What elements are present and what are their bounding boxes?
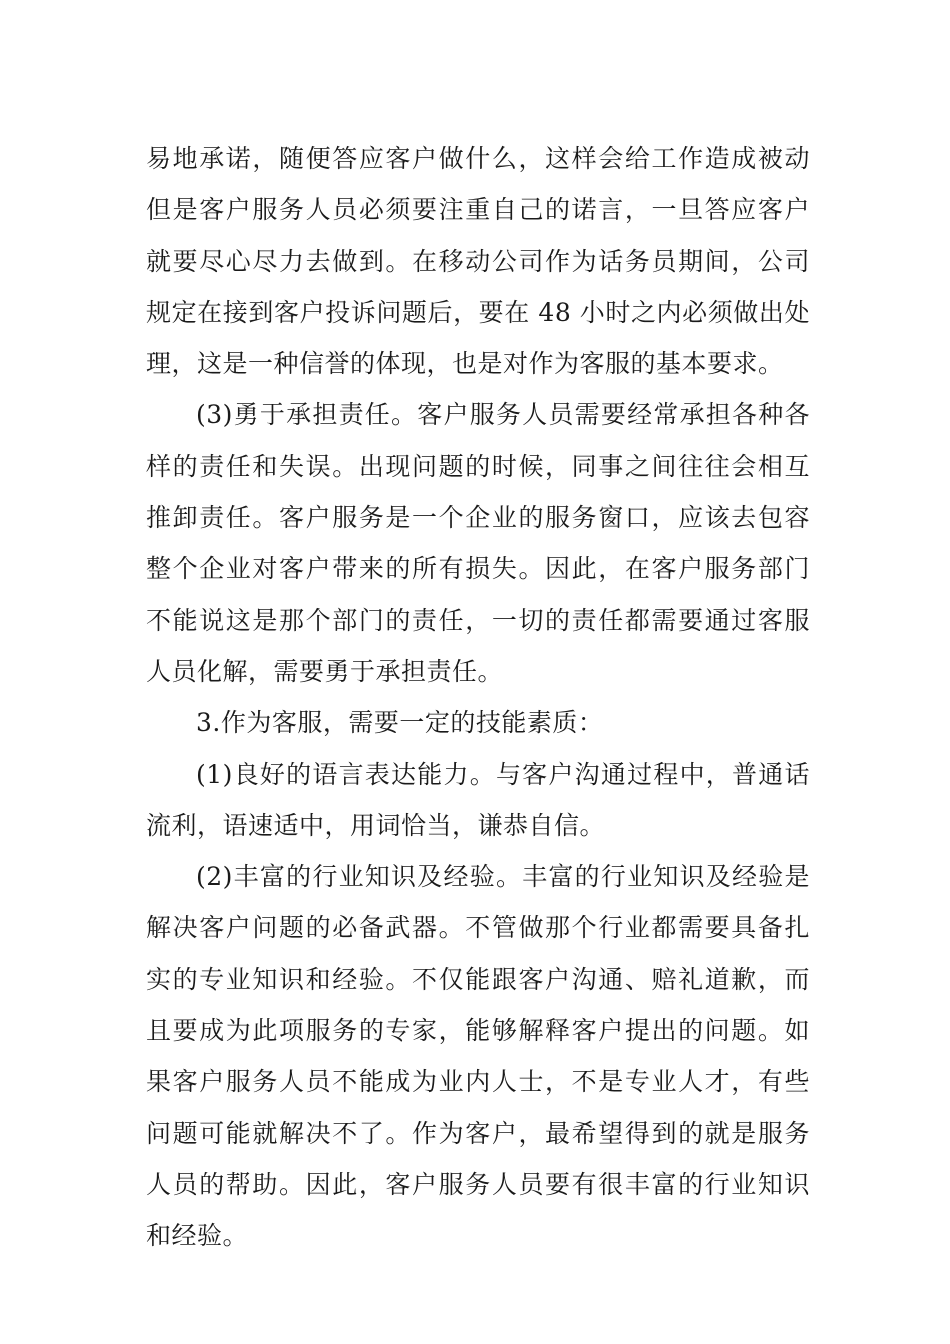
text-line: 推卸责任。客户服务是一个企业的服务窗口，应该去包容 [146, 503, 810, 533]
text-line: 人员化解，需要勇于承担责任。 [146, 656, 504, 686]
text-line: (3)勇于承担责任。客户服务人员需要经常承担各种各 [196, 400, 810, 430]
text-line: 不能说这是那个部门的责任，一切的责任都需要通过客服 [146, 605, 810, 635]
text-line: 且要成为此项服务的专家，能够解释客户提出的问题。如 [146, 1016, 810, 1046]
text-line: 就要尽心尽力去做到。在移动公司作为话务员期间，公司 [146, 246, 810, 276]
text-line: 样的责任和失误。出现问题的时候，同事之间往往会相互 [146, 451, 810, 481]
text-line: 果客户服务人员不能成为业内人士，不是专业人才，有些 [146, 1067, 810, 1097]
text-line: 解决客户问题的必备武器。不管做那个行业都需要具备扎 [146, 913, 810, 943]
text-line: 3.作为客服，需要一定的技能素质： [196, 708, 604, 738]
text-line: 易地承诺，随便答应客户做什么，这样会给工作造成被动 [146, 144, 810, 173]
text-line: 人员的帮助。因此，客户服务人员要有很丰富的行业知识 [146, 1169, 810, 1199]
text-line: (1)良好的语言表达能力。与客户沟通过程中，普通话 [196, 759, 810, 789]
document-body [146, 133, 810, 1262]
text-line: 和经验。 [146, 1221, 249, 1251]
text-line: (2)丰富的行业知识及经验。丰富的行业知识及经验是 [196, 862, 810, 892]
text-line: 问题可能就解决不了。作为客户，最希望得到的就是服务 [146, 1118, 810, 1148]
text-line: 整个企业对客户带来的所有损失。因此，在客户服务部门 [146, 554, 810, 584]
text-line: 规定在接到客户投诉问题后，要在 48 小时之内必须做出处 [146, 297, 810, 327]
text-line: 理，这是一种信誉的体现，也是对作为客服的基本要求。 [146, 349, 784, 379]
text-line: 实的专业知识和经验。不仅能跟客户沟通、赔礼道歉，而 [146, 964, 810, 994]
text-line: 但是客户服务人员必须要注重自己的诺言，一旦答应客户 [146, 195, 810, 225]
text-line: 流利，语速适中，用词恰当，谦恭自信。 [146, 810, 606, 840]
